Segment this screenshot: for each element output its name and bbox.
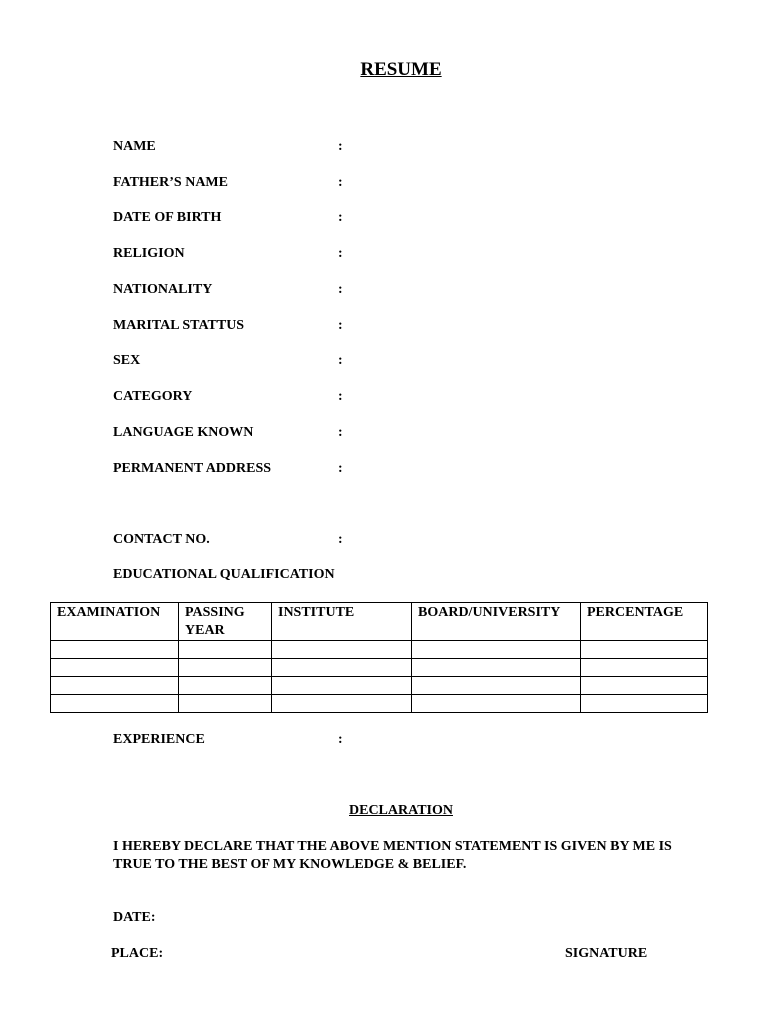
experience-colon: : (338, 732, 343, 747)
place-label: PLACE: (111, 946, 164, 961)
experience-label: EXPERIENCE (113, 732, 205, 747)
declaration-text: I HEREBY DECLARE THAT THE ABOVE MENTION STATEMENT IS GIVEN BY ME IS TRUE TO THE BEST OF MY KNOWLEDGE & BELIEF. (113, 839, 672, 872)
table-cell (412, 641, 581, 659)
contact-no-label: CONTACT NO. (113, 532, 210, 547)
nationality-label: NATIONALITY (113, 282, 213, 297)
table-cell (51, 641, 179, 659)
table-cell (581, 659, 708, 677)
table-cell (272, 677, 412, 695)
table-cell (412, 659, 581, 677)
date-of-birth-colon: : (338, 210, 343, 225)
table-cell (51, 677, 179, 695)
contact-no-colon: : (338, 532, 343, 547)
category-label: CATEGORY (113, 389, 193, 404)
table-cell (179, 641, 272, 659)
sex-colon: : (338, 353, 343, 368)
page-title: RESUME (360, 59, 442, 80)
table-row (51, 641, 708, 659)
table-cell (412, 677, 581, 695)
language-known-label: LANGUAGE KNOWN (113, 425, 254, 440)
name-label: NAME (113, 139, 156, 154)
nationality-colon: : (338, 282, 343, 297)
date-of-birth-label: DATE OF BIRTH (113, 210, 222, 225)
education-table (50, 602, 708, 713)
table-row (51, 659, 708, 677)
religion-label: RELIGION (113, 246, 185, 261)
table-cell (179, 695, 272, 713)
signature-label: SIGNATURE (565, 946, 648, 961)
table-cell (581, 677, 708, 695)
table-cell (272, 695, 412, 713)
marital-status-colon: : (338, 318, 343, 333)
table-cell (51, 659, 179, 677)
date-label: DATE: (113, 910, 156, 925)
declaration-heading: DECLARATION (349, 803, 453, 818)
language-known-colon: : (338, 425, 343, 440)
column-header-board-university: BOARD/UNIVERSITY (412, 603, 581, 641)
fathers-name-colon: : (338, 175, 343, 190)
permanent-address-label: PERMANENT ADDRESS (113, 461, 272, 476)
marital-status-label: MARITAL STATTUS (113, 318, 245, 333)
table-cell (272, 659, 412, 677)
sex-label: SEX (113, 353, 141, 368)
table-row (51, 695, 708, 713)
religion-colon: : (338, 246, 343, 261)
table-cell (272, 641, 412, 659)
table-cell (179, 677, 272, 695)
category-colon: : (338, 389, 343, 404)
table-cell (581, 695, 708, 713)
column-header-examination: EXAMINATION (51, 603, 179, 641)
table-cell (179, 659, 272, 677)
educational-qualification-heading: EDUCATIONAL QUALIFICATION (113, 567, 335, 582)
table-row (51, 677, 708, 695)
table-cell (51, 695, 179, 713)
table-cell (581, 641, 708, 659)
column-header-percentage: PERCENTAGE (581, 603, 708, 641)
permanent-address-colon: : (338, 461, 343, 476)
column-header-institute: INSTITUTE (272, 603, 412, 641)
name-colon: : (338, 139, 343, 154)
column-header-passing-year: PASSING YEAR (179, 603, 272, 641)
fathers-name-label: FATHER’S NAME (113, 175, 228, 190)
education-table-header-row (51, 603, 708, 641)
table-cell (412, 695, 581, 713)
